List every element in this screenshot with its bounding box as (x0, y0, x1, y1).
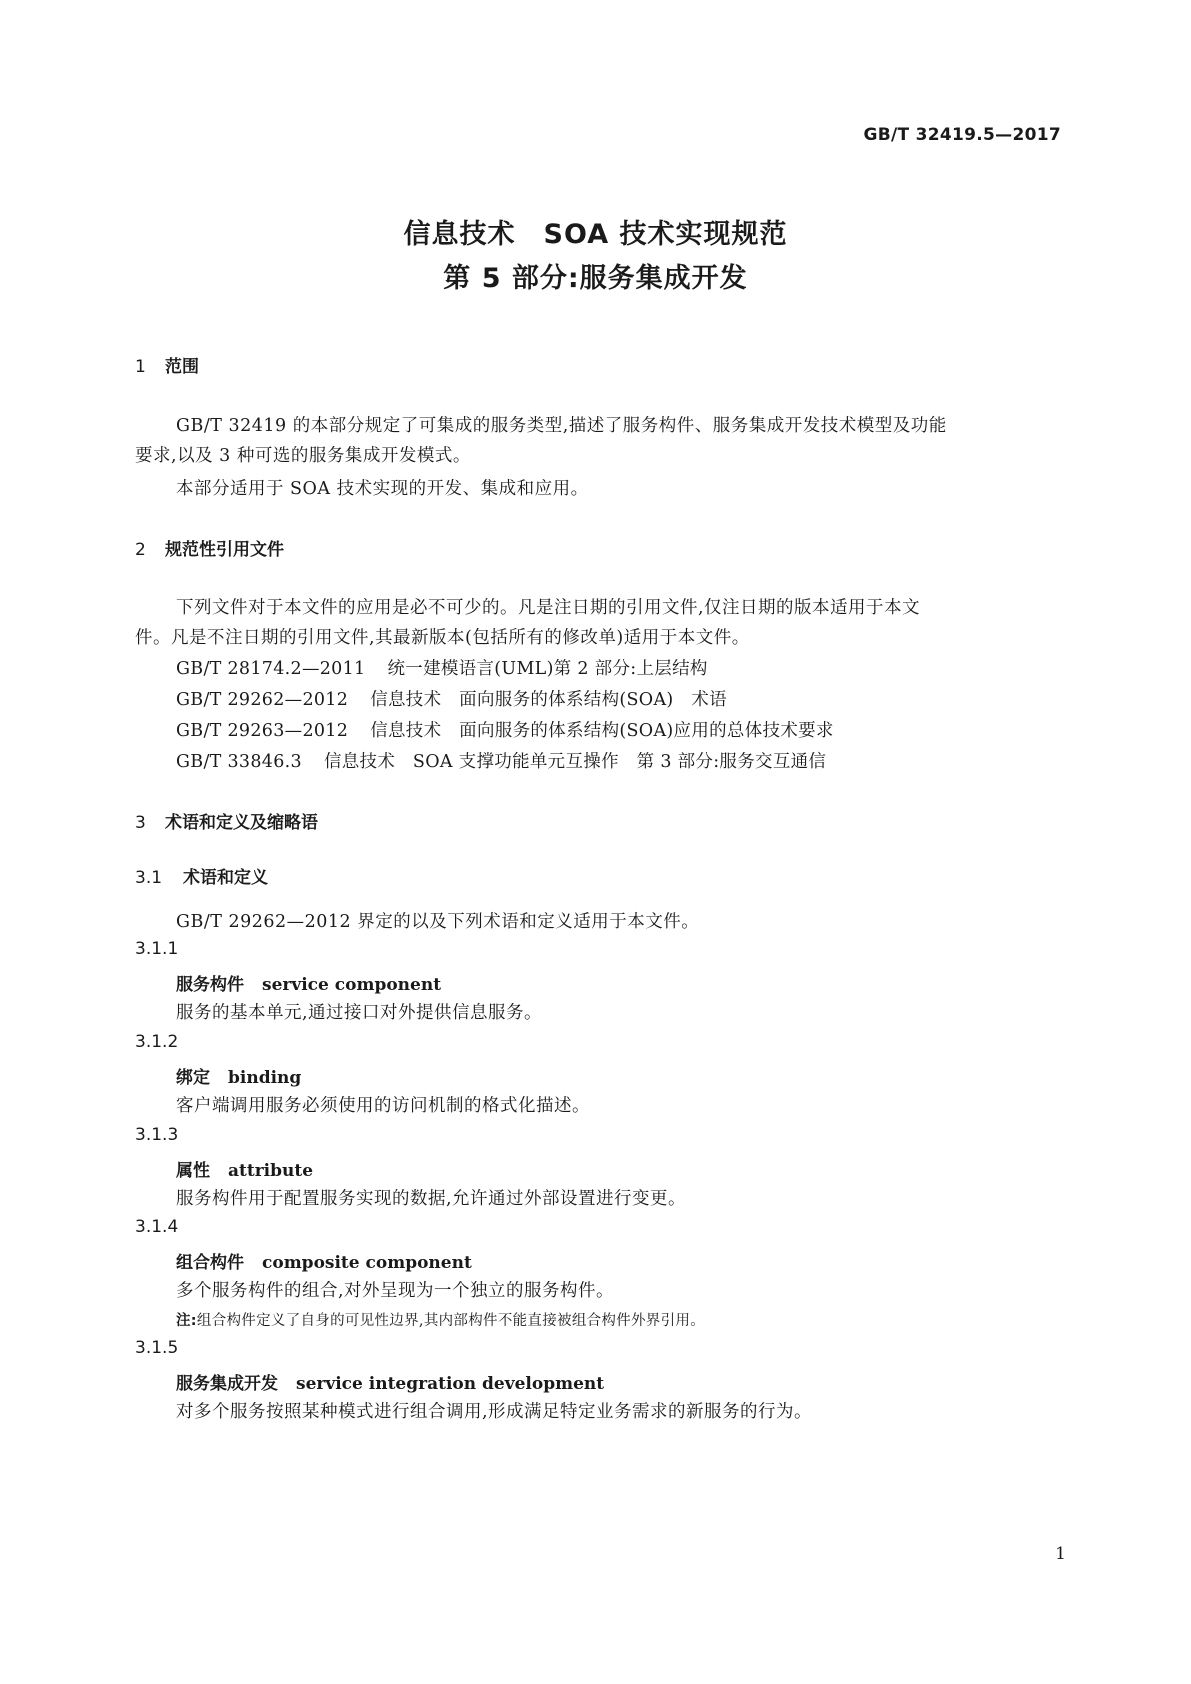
reference-title: 信息技术 面向服务的体系结构(SOA)应用的总体技术要求 (370, 721, 834, 741)
term-definition: 客户端调用服务必须使用的访问机制的格式化描述。 (176, 1096, 590, 1116)
document-title-line1: 信息技术 SOA 技术实现规范 (403, 219, 788, 250)
section-3-heading (135, 808, 318, 833)
term-en: composite component (262, 1253, 472, 1273)
term-zh: 绑定 (176, 1068, 210, 1088)
section-2-paragraph-line-2: 件。凡是不注日期的引用文件,其最新版本(包括所有的修改单)适用于本文件。 (135, 628, 750, 648)
section-number: 2 (135, 540, 146, 560)
term-definition: 服务的基本单元,通过接口对外提供信息服务。 (176, 1003, 543, 1023)
normative-reference (176, 717, 834, 742)
term-definition: 服务构件用于配置服务实现的数据,允许通过外部设置进行变更。 (176, 1189, 687, 1209)
section-1-paragraph-2: 本部分适用于 SOA 技术实现的开发、集成和应用。 (176, 479, 589, 499)
term-definition: 多个服务构件的组合,对外呈现为一个独立的服务构件。 (176, 1281, 615, 1301)
term-number: 3.1.1 (135, 939, 179, 959)
term-zh: 服务构件 (176, 975, 244, 995)
reference-title: 统一建模语言(UML)第 2 部分:上层结构 (387, 659, 708, 679)
reference-code: GB/T 33846.3 (176, 752, 302, 772)
note-text: 组合构件定义了自身的可见性边界,其内部构件不能直接被组合构件外界引用。 (196, 1313, 706, 1329)
term-number: 3.1.4 (135, 1217, 179, 1237)
section-title: 规范性引用文件 (165, 540, 284, 560)
section-1-heading (135, 352, 199, 377)
subsection-3-1-intro: GB/T 29262—2012 界定的以及下列术语和定义适用于本文件。 (176, 912, 700, 932)
term-zh: 属性 (176, 1161, 210, 1181)
section-2-heading (135, 535, 284, 560)
reference-title: 信息技术 面向服务的体系结构(SOA) 术语 (370, 690, 727, 710)
page-number: 1 (1055, 1544, 1066, 1564)
term-heading (176, 1156, 313, 1181)
term-number: 3.1.3 (135, 1125, 179, 1145)
normative-reference (176, 686, 727, 711)
term-heading (176, 1369, 604, 1394)
section-number: 3 (135, 813, 146, 833)
term-number: 3.1.5 (135, 1338, 179, 1358)
section-1-paragraph-1-line-2: 要求,以及 3 种可选的服务集成开发模式。 (135, 446, 471, 466)
subsection-number: 3.1 (135, 868, 163, 888)
subsection-3-1-heading (135, 863, 268, 888)
reference-title: 信息技术 SOA 支撑功能单元互操作 第 3 部分:服务交互通信 (323, 752, 827, 772)
reference-code: GB/T 29263—2012 (176, 721, 349, 741)
section-number: 1 (135, 357, 146, 377)
section-2-paragraph-line-1: 下列文件对于本文件的应用是必不可少的。凡是注日期的引用文件,仅注日期的版本适用于本文 (176, 598, 921, 618)
note-label: 注: (176, 1313, 197, 1329)
section-title: 术语和定义及缩略语 (165, 813, 318, 833)
term-number: 3.1.2 (135, 1032, 179, 1052)
term-note (176, 1309, 705, 1330)
normative-reference (176, 748, 826, 773)
term-en: binding (228, 1068, 302, 1088)
term-zh: 服务集成开发 (176, 1374, 278, 1394)
reference-code: GB/T 29262—2012 (176, 690, 349, 710)
standard-code: GB/T 32419.5—2017 (863, 125, 1061, 145)
term-definition: 对多个服务按照某种模式进行组合调用,形成满足特定业务需求的新服务的行为。 (176, 1402, 813, 1422)
term-en: service component (262, 975, 442, 995)
term-en: service integration development (296, 1374, 605, 1394)
document-title-line2: 第 5 部分:服务集成开发 (443, 263, 748, 294)
reference-code: GB/T 28174.2—2011 (176, 659, 366, 679)
section-1-paragraph-1-line-1: GB/T 32419 的本部分规定了可集成的服务类型,描述了服务构件、服务集成开发技术模型及功能 (176, 416, 947, 436)
section-title: 范围 (165, 357, 199, 377)
term-heading (176, 1063, 301, 1088)
subsection-title: 术语和定义 (183, 868, 268, 888)
term-en: attribute (228, 1161, 314, 1181)
term-heading (176, 970, 441, 995)
term-zh: 组合构件 (176, 1253, 244, 1273)
normative-reference (176, 655, 708, 680)
term-heading (176, 1248, 472, 1273)
